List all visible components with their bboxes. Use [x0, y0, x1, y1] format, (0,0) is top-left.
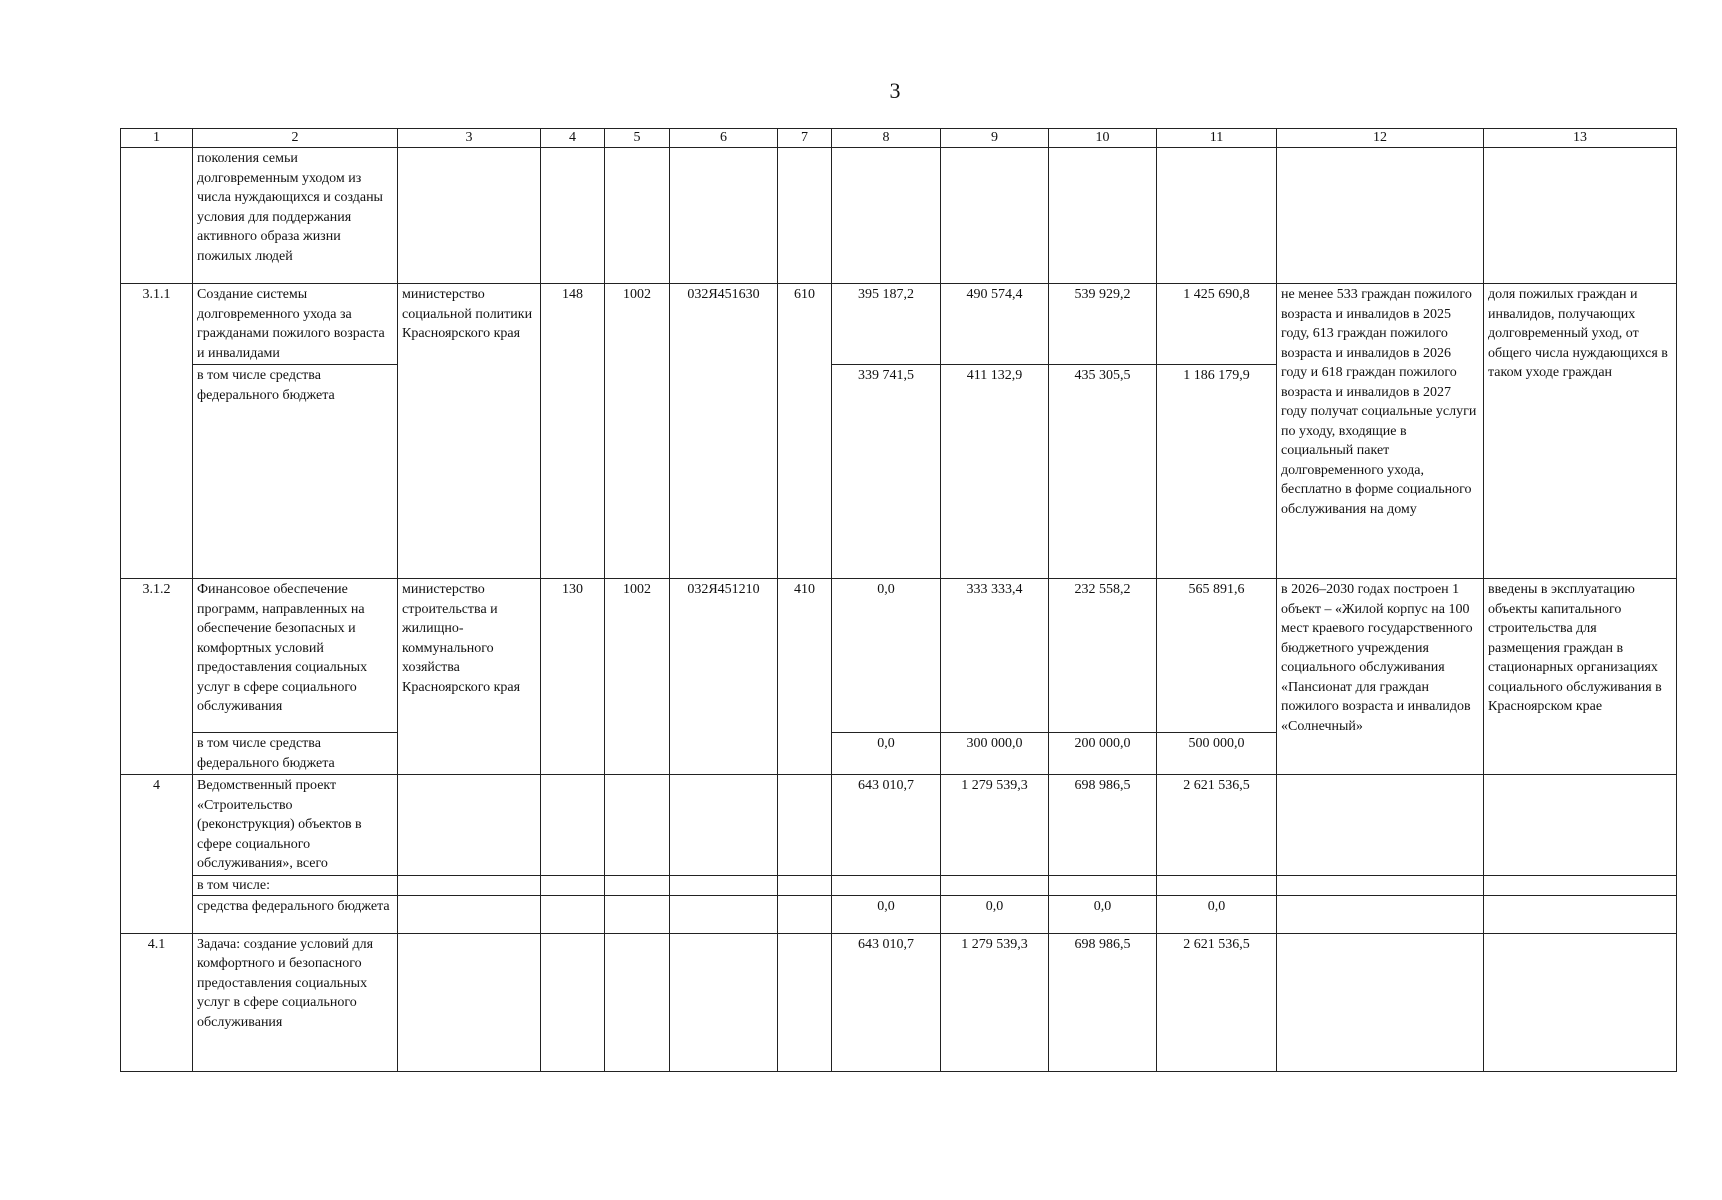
- amount-cell: 200 000,0: [1049, 733, 1157, 775]
- amount-cell: 643 010,7: [832, 933, 941, 1071]
- amount-cell: 1 425 690,8: [1157, 284, 1277, 365]
- amount-cell: 232 558,2: [1049, 579, 1157, 733]
- column-header: 4: [541, 129, 605, 148]
- table-row: [121, 148, 1677, 284]
- subrow-label: в том числе средства федерального бюджета: [193, 733, 398, 775]
- amount-cell: 0,0: [941, 895, 1049, 933]
- table-row: [121, 579, 1677, 733]
- column-header: 12: [1277, 129, 1484, 148]
- table-row: [121, 284, 1677, 365]
- expected-result: в 2026–2030 годах построен 1 объект – «Жилой корпус на 100 мест краевого государственного бюджетного учреждения социального обслуживания «Пансионат для граждан пожилого возраста и инвалидов «Солнечный»: [1277, 579, 1484, 775]
- column-header: 8: [832, 129, 941, 148]
- code-cell: 1002: [605, 579, 670, 775]
- amount-cell: 333 333,4: [941, 579, 1049, 733]
- amount-cell: 300 000,0: [941, 733, 1049, 775]
- column-header: 13: [1484, 129, 1677, 148]
- column-header: 6: [670, 129, 778, 148]
- amount-cell: 500 000,0: [1157, 733, 1277, 775]
- amount-cell: 0,0: [832, 579, 941, 733]
- table-row: [121, 875, 1677, 895]
- subrow-label: в том числе:: [193, 875, 398, 895]
- indicator: введены в эксплуатацию объекты капитального строительства для размещения граждан в стационарных организациях социального обслуживания в Красноярском крае: [1484, 579, 1677, 775]
- subrow-label: средства федерального бюджета: [193, 895, 398, 933]
- budget-table: [120, 128, 1677, 1072]
- expected-result: не менее 533 граждан пожилого возраста и инвалидов в 2025 году, 613 граждан пожилого возраста и инвалидов в 2026 году и 618 граждан пожилого возраста и инвалидов в 2027 году получат социальные услуги по уходу, входящие в социальный пакет долговременного ухода, бесплатно в форме социального обслуживания на дому: [1277, 284, 1484, 579]
- amount-cell: 1 279 539,3: [941, 775, 1049, 876]
- activity-name: Ведомственный проект «Строительство (реконструкция) объектов в сфере социального обслуживания», всего: [193, 775, 398, 876]
- row-number: 3.1.1: [121, 284, 193, 579]
- row-number: 4.1: [121, 933, 193, 1071]
- amount-cell: 643 010,7: [832, 775, 941, 876]
- column-header: 11: [1157, 129, 1277, 148]
- amount-cell: 1 186 179,9: [1157, 365, 1277, 579]
- column-header-row: [121, 129, 1677, 148]
- code-cell: 410: [778, 579, 832, 775]
- row-number: 3.1.2: [121, 579, 193, 775]
- code-cell: 032Я451210: [670, 579, 778, 775]
- amount-cell: 395 187,2: [832, 284, 941, 365]
- continued-text: поколения семьи долговременным уходом из числа нуждающихся и созданы условия для поддержания активного образа жизни пожилых людей: [193, 148, 398, 284]
- activity-name: Создание системы долговременного ухода за гражданами пожилого возраста и инвалидами: [193, 284, 398, 365]
- code-cell: 130: [541, 579, 605, 775]
- executor: министерство строительства и жилищно-коммунального хозяйства Красноярского края: [398, 579, 541, 775]
- amount-cell: 0,0: [1049, 895, 1157, 933]
- amount-cell: 1 279 539,3: [941, 933, 1049, 1071]
- table-row: [121, 775, 1677, 876]
- code-cell: 148: [541, 284, 605, 579]
- code-cell: 610: [778, 284, 832, 579]
- subrow-label: в том числе средства федерального бюджета: [193, 365, 398, 579]
- amount-cell: 698 986,5: [1049, 775, 1157, 876]
- amount-cell: 0,0: [1157, 895, 1277, 933]
- amount-cell: 2 621 536,5: [1157, 775, 1277, 876]
- column-header: 9: [941, 129, 1049, 148]
- amount-cell: 0,0: [832, 895, 941, 933]
- amount-cell: 0,0: [832, 733, 941, 775]
- amount-cell: 490 574,4: [941, 284, 1049, 365]
- page-number: 3: [889, 78, 901, 103]
- amount-cell: 339 741,5: [832, 365, 941, 579]
- column-header: 1: [121, 129, 193, 148]
- amount-cell: 2 621 536,5: [1157, 933, 1277, 1071]
- code-cell: 1002: [605, 284, 670, 579]
- amount-cell: 698 986,5: [1049, 933, 1157, 1071]
- amount-cell: 411 132,9: [941, 365, 1049, 579]
- indicator: доля пожилых граждан и инвалидов, получающих долговременный уход, от общего числа нуждающихся в таком уходе граждан: [1484, 284, 1677, 579]
- code-cell: 032Я451630: [670, 284, 778, 579]
- activity-name: Задача: создание условий для комфортного и безопасного предоставления социальных услуг в сфере социального обслуживания: [193, 933, 398, 1071]
- row-number: 4: [121, 775, 193, 934]
- amount-cell: 435 305,5: [1049, 365, 1157, 579]
- activity-name: Финансовое обеспечение программ, направленных на обеспечение безопасных и комфортных условий предоставления социальных услуг в сфере социального обслуживания: [193, 579, 398, 733]
- table-row: [121, 933, 1677, 1071]
- table-row: [121, 895, 1677, 933]
- column-header: 10: [1049, 129, 1157, 148]
- column-header: 2: [193, 129, 398, 148]
- amount-cell: 539 929,2: [1049, 284, 1157, 365]
- column-header: 7: [778, 129, 832, 148]
- executor: министерство социальной политики Красноярского края: [398, 284, 541, 579]
- amount-cell: 565 891,6: [1157, 579, 1277, 733]
- column-header: 3: [398, 129, 541, 148]
- column-header: 5: [605, 129, 670, 148]
